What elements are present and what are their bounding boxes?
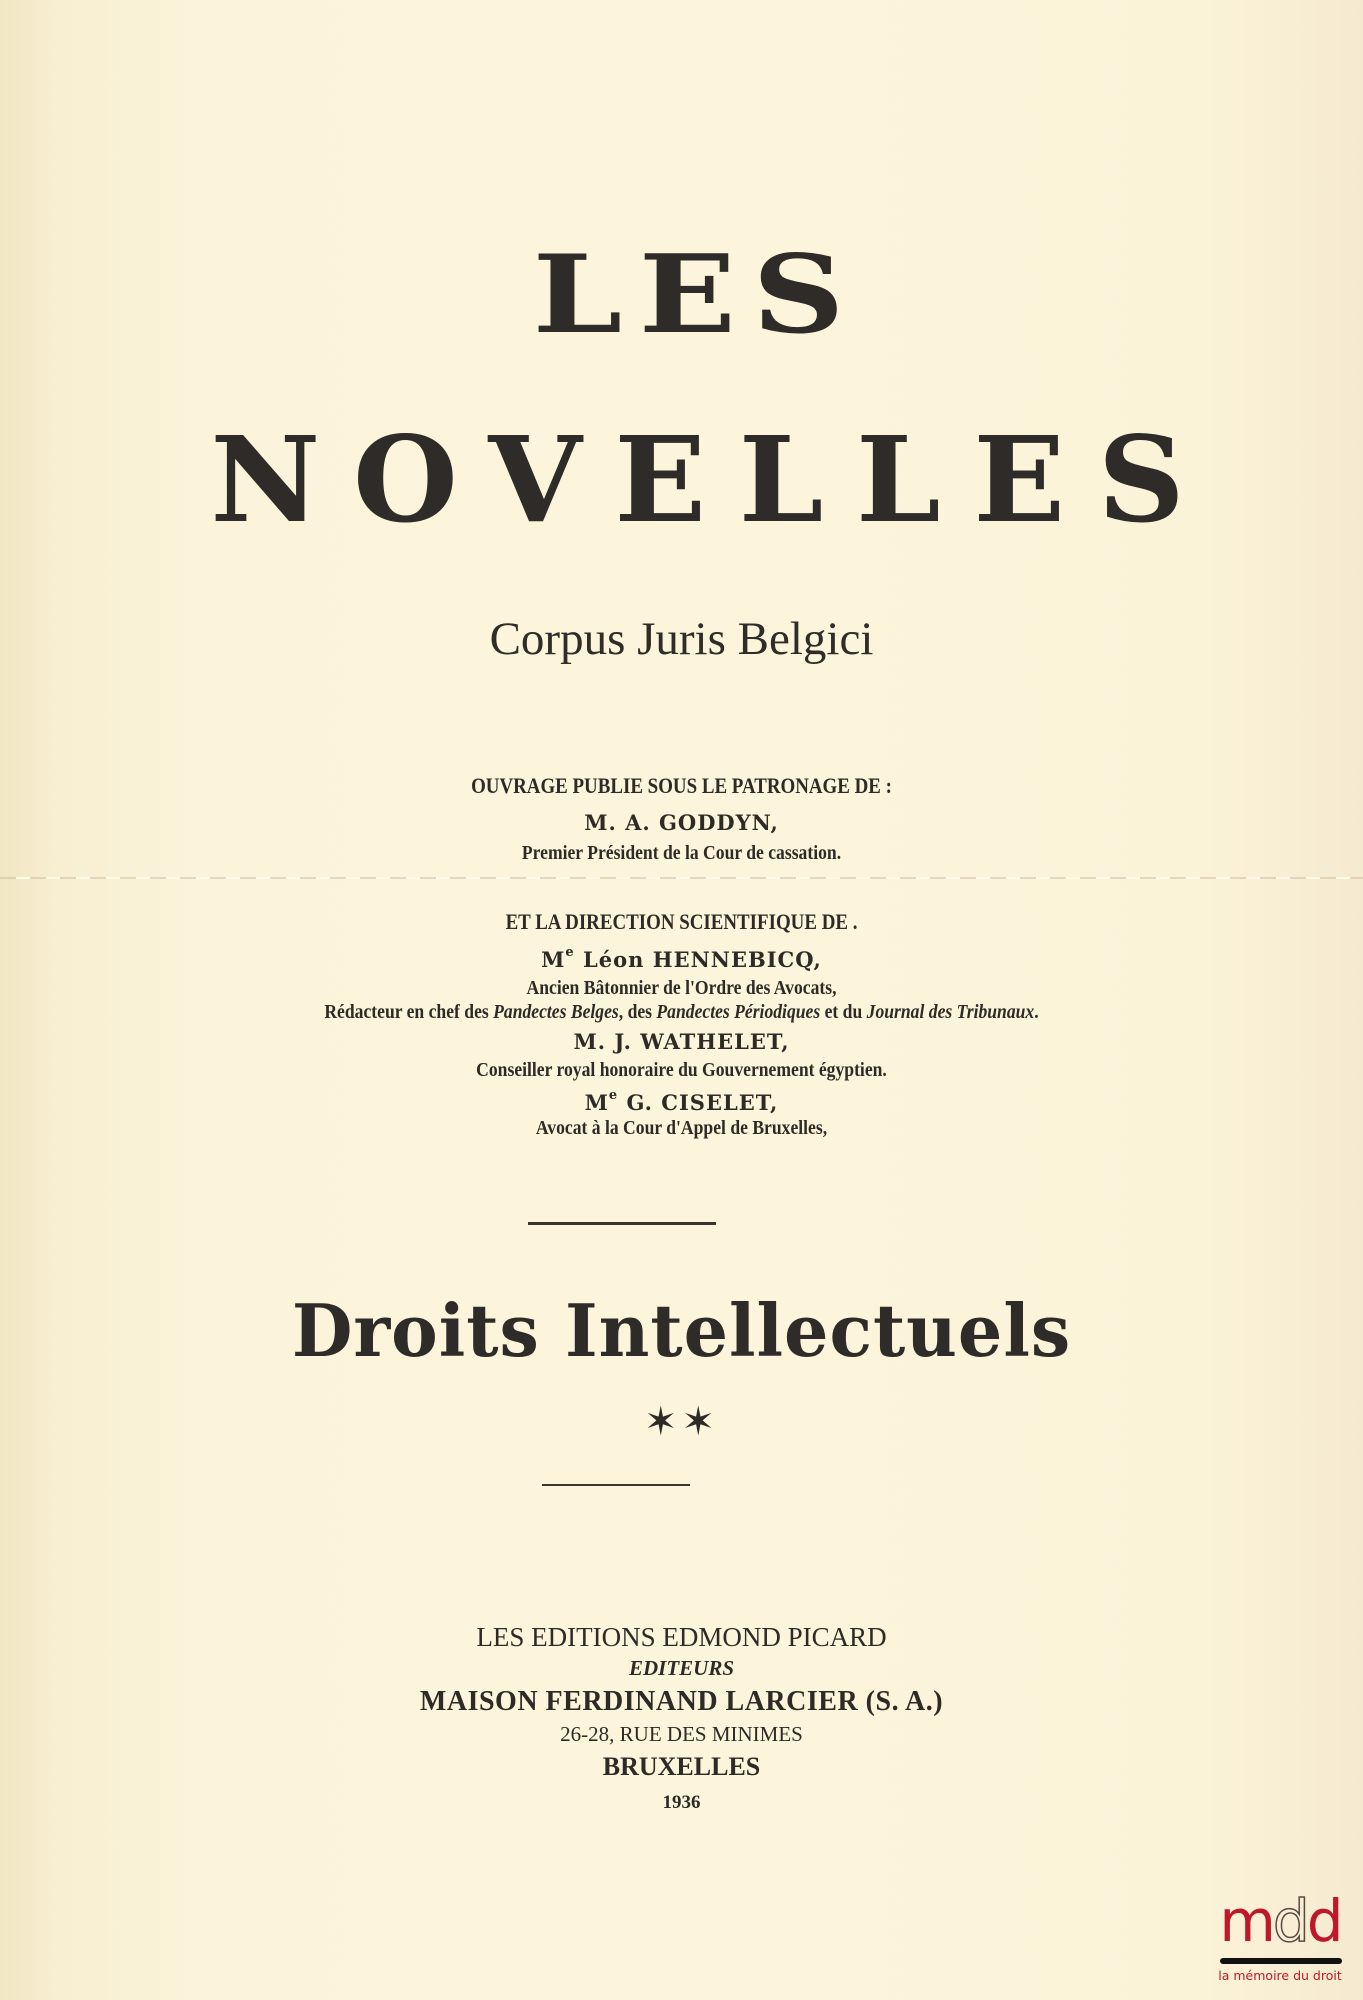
- mdd-logo: [1205, 1887, 1355, 2000]
- publisher-address: 26-28, RUE DES MINIMES: [560, 1722, 803, 1746]
- mdd-logo-mark-icon: mdd: [1219, 1887, 1341, 1955]
- volume-marker-stars-icon: ✶✶: [643, 1399, 720, 1444]
- director-wathelet: M. J. WATHELET,: [573, 1029, 790, 1054]
- patron-name: M. A. GODDYN,: [584, 810, 779, 835]
- subtitle: Corpus Juris Belgici: [489, 613, 874, 665]
- director-hennebicq: Me Léon HENNEBICQ,: [541, 945, 822, 972]
- mdd-tagline: la mémoire du droit: [1218, 1968, 1342, 1983]
- publication-year: 1936: [662, 1792, 701, 1813]
- title-les: LES: [532, 232, 861, 358]
- direction-heading: ET LA DIRECTION SCIENTIFIQUE DE .: [505, 909, 858, 934]
- patronage-heading: OUVRAGE PUBLIE SOUS LE PATRONAGE DE :: [471, 773, 892, 798]
- divider-bottom: [542, 1484, 690, 1486]
- publisher-city: BRUXELLES: [602, 1752, 761, 1781]
- publisher-line2: EDITEURS: [628, 1656, 735, 1680]
- page-fold-line: [0, 877, 1363, 879]
- publisher-line3: MAISON FERDINAND LARCIER (S. A.): [419, 1686, 944, 1717]
- patron-role: Premier Président de la Cour de cassation.: [521, 842, 842, 864]
- director-ciselet-role: Avocat à la Cour d'Appel de Bruxelles,: [535, 1117, 828, 1139]
- mdd-logo-bar: [1220, 1958, 1342, 1964]
- title-novelles: NOVELLES: [210, 410, 1218, 549]
- divider-top: [528, 1222, 716, 1225]
- director-hennebicq-role2: Rédacteur en chef des Pandectes Belges, des Pandectes Périodiques et du Journal des Tribunaux.: [324, 1001, 1039, 1023]
- director-wathelet-role: Conseiller royal honoraire du Gouvernement égyptien.: [476, 1059, 887, 1081]
- publisher-line1: LES EDITIONS EDMOND PICARD: [476, 1622, 887, 1652]
- director-hennebicq-role: Ancien Bâtonnier de l'Ordre des Avocats,: [526, 977, 837, 999]
- director-ciselet: Me G. CISELET,: [584, 1088, 779, 1115]
- volume-title: Droits Intellectuels: [291, 1288, 1072, 1373]
